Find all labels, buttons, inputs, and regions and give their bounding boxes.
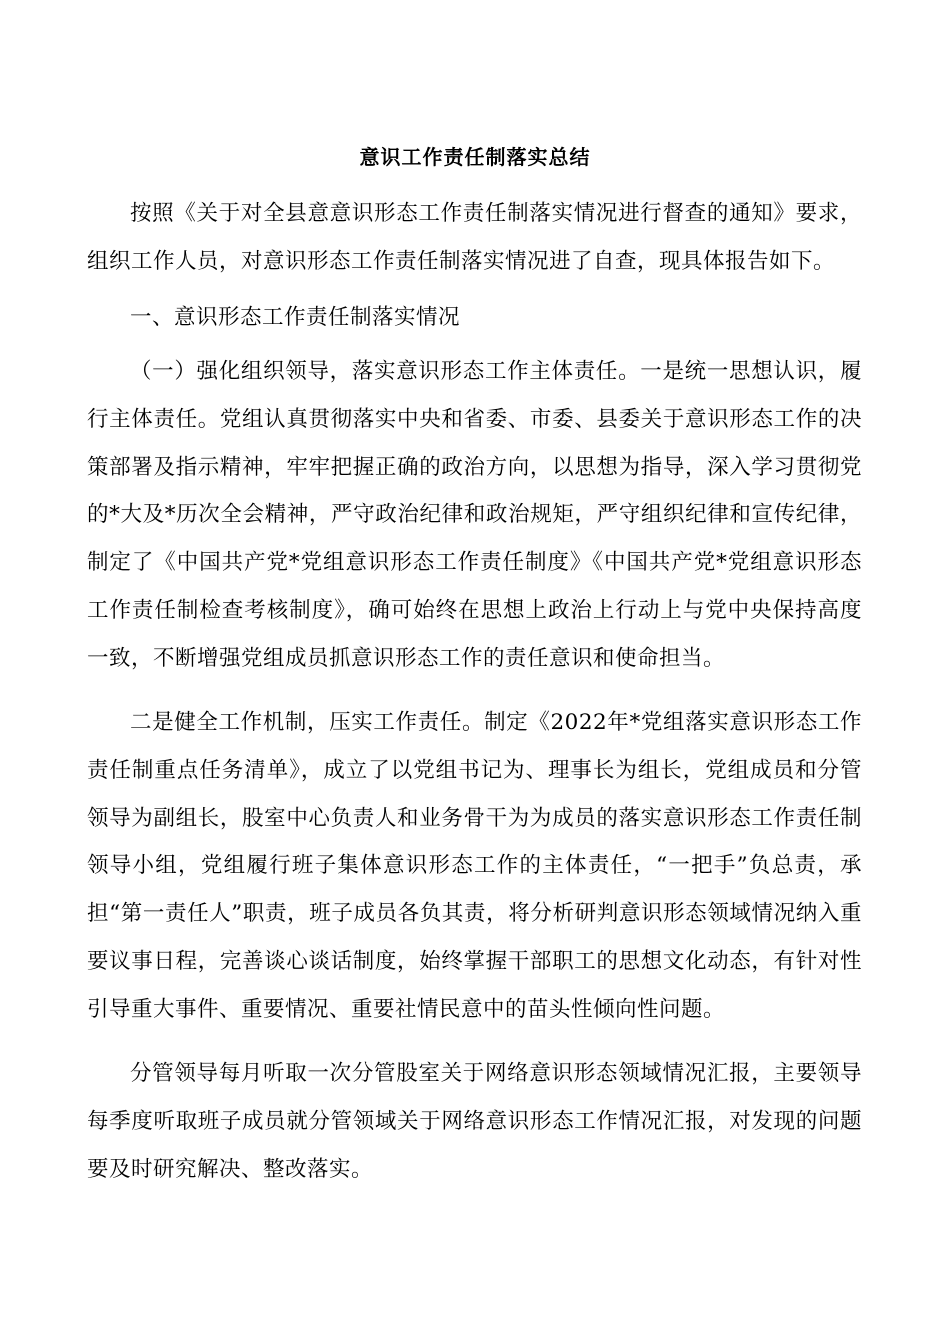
paragraph-intro: 按照《关于对全县意意识形态工作责任制落实情况进行督查的通知》要求，组织工作人员，对意识形态工作责任制落实情况进了自查，现具体报告如下。 <box>87 201 862 274</box>
paragraph-reporting: 分管领导每月听取一次分管股室关于网络意识形态领域情况汇报，主要领导每季度听取班子成员就分管领域关于网络意识形态工作情况汇报，对发现的问题要及时研究解决、整改落实。 <box>87 1061 862 1182</box>
paragraph-organization: （一）强化组织领导，落实意识形态工作主体责任。一是统一思想认识，履行主体责任。党组认真贯彻落实中央和省委、市委、县委关于意识形态工作的决策部署及指示精神，牢牢把握正确的政治方向，以思想为指导，深入学习贯彻党的*大及*历次全会精神，严守政治纪律和政治规矩，严守组织纪律和宣传纪律，制定了《中国共产党*党组意识形态工作责任制度》《中国共产党*党组意识形态工作责任制检查考核制度》，确可始终在思想上政治上行动上与党中央保持高度一致，不断增强党组成员抓意识形态工作的责任意识和使命担当。 <box>87 359 862 671</box>
paragraph-mechanism: 二是健全工作机制，压实工作责任。制定《2022年*党组落实意识形态工作责任制重点任务清单》，成立了以党组书记为、理事长为组长，党组成员和分管领导为副组长，股室中心负责人和业务骨干为为成员的落实意识形态工作责任制领导小组，党组履行班子集体意识形态工作的主体责任，“一把手”负总责，承担“第一责任人”职责，班子成员各负其责，将分析研判意识形态领域情况纳入重要议事日程，完善谈心谈话制度，始终掌握干部职工的思想文化动态，有针对性引导重大事件、重要情况、重要社情民意中的苗头性倾向性问题。 <box>87 710 862 1022</box>
document-title: 意识工作责任制落实总结 <box>359 145 591 169</box>
section-heading: 一、意识形态工作责任制落实情况 <box>130 305 461 330</box>
